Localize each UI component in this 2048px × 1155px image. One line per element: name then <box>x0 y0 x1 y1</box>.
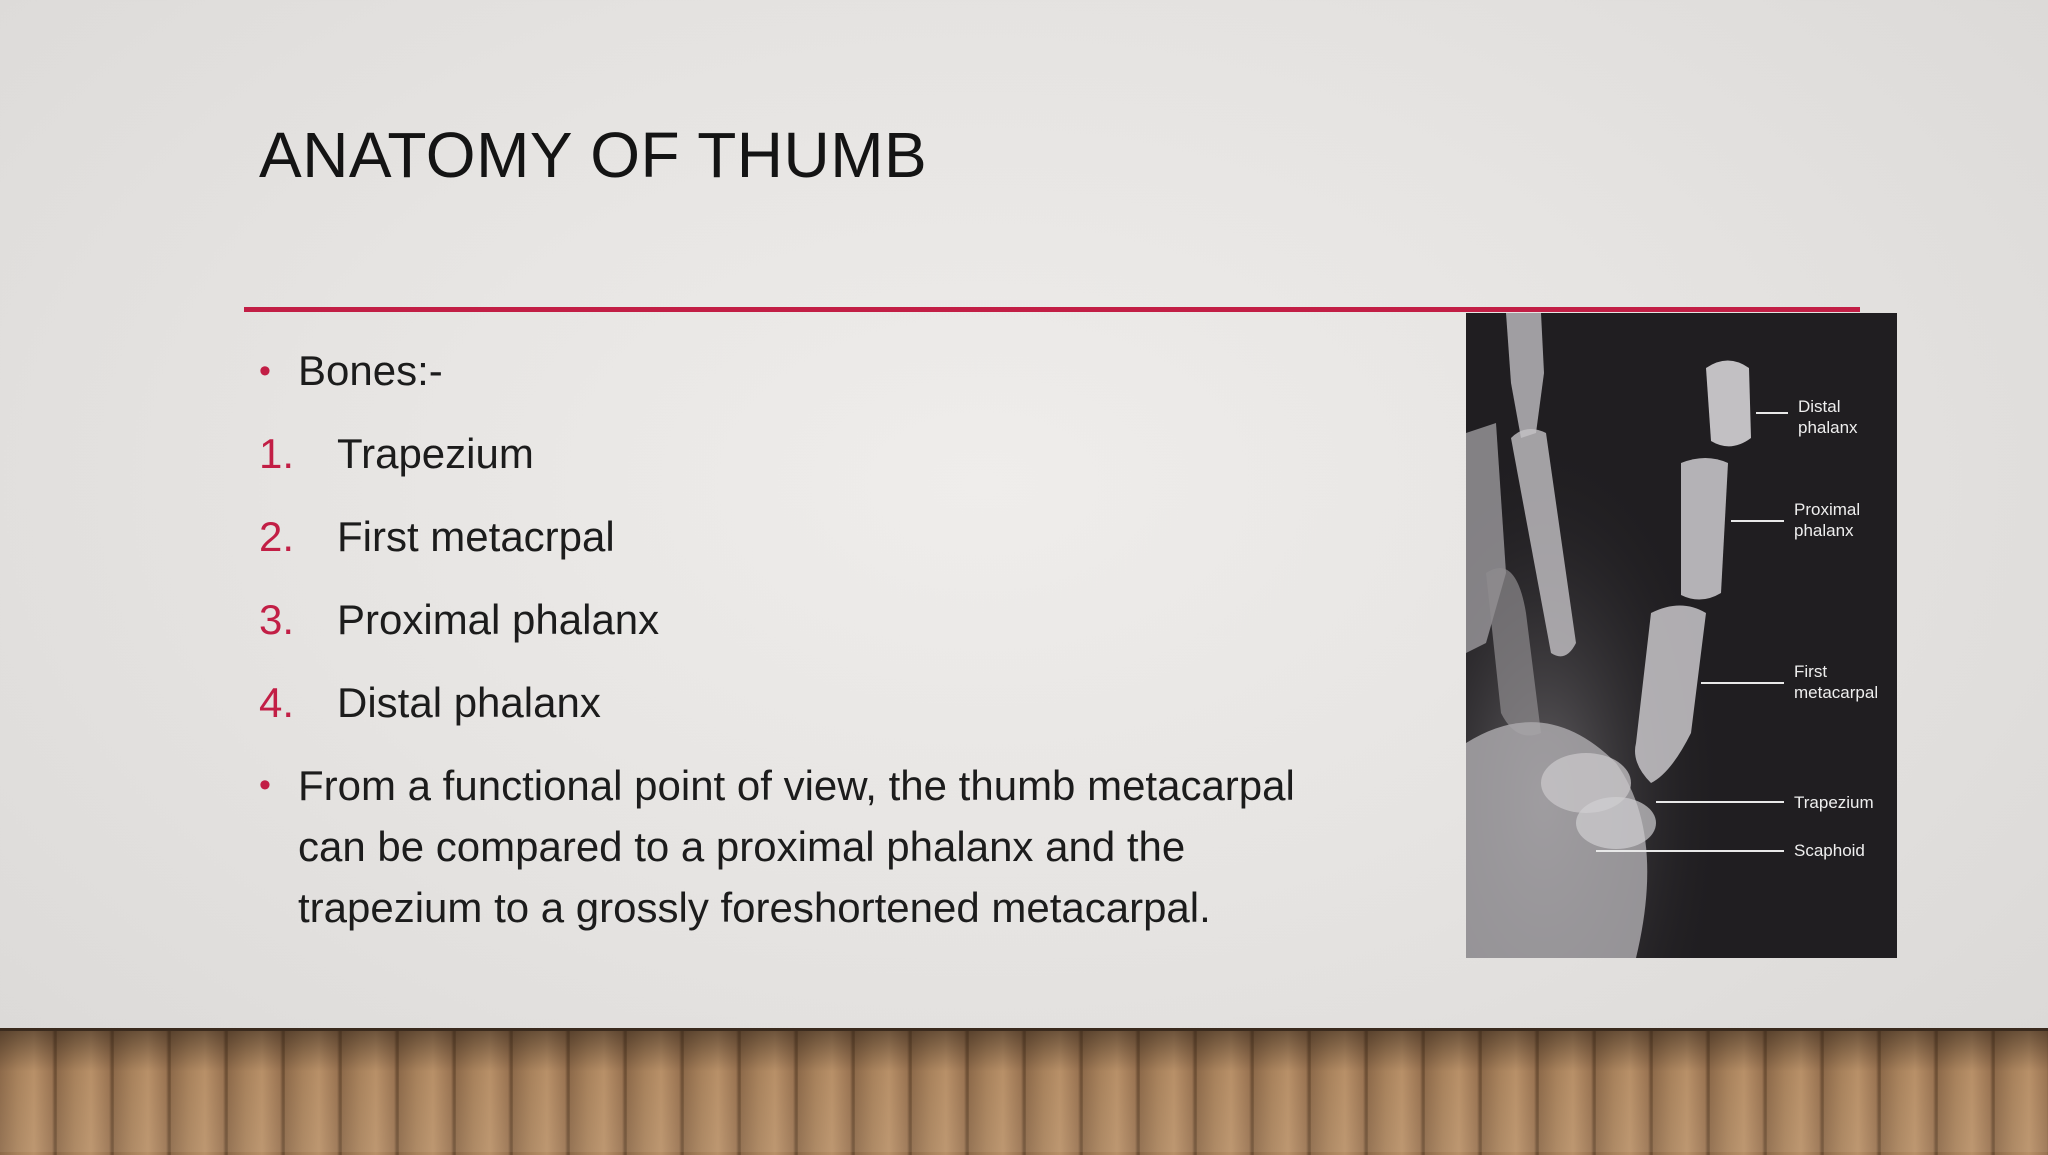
floor-shadow <box>0 1028 2048 1152</box>
slide-title: ANATOMY OF THUMB <box>259 119 928 191</box>
content-body <box>259 340 1379 938</box>
list-text: First metacrpal <box>337 513 615 560</box>
list-item <box>259 423 1379 485</box>
xray-label-first-metacarpal: First <box>1794 662 1828 681</box>
bullet-functional <box>259 755 1379 938</box>
list-item <box>259 672 1379 734</box>
list-item <box>259 506 1379 568</box>
paragraph-line: trapezium to a grossly foreshortened metacarpal. <box>298 884 1211 931</box>
thumb-xray-image <box>1466 313 1897 958</box>
list-text: Distal phalanx <box>337 679 601 726</box>
list-number: 4. <box>259 679 295 726</box>
xray-label-distal: Distal <box>1798 397 1841 416</box>
list-number: 3. <box>259 596 295 643</box>
title-divider <box>244 307 1860 312</box>
xray-label-proximal: Proximal <box>1794 500 1861 519</box>
xray-label-distal: phalanx <box>1798 418 1858 437</box>
list-number: 2. <box>259 513 295 560</box>
paragraph-line: can be compared to a proximal phalanx and the <box>298 823 1186 870</box>
xray-label-scaphoid: Scaphoid <box>1794 841 1865 860</box>
list-number: 1. <box>259 430 295 477</box>
xray-label-trapezium: Trapezium <box>1794 793 1874 812</box>
list-item <box>259 589 1379 651</box>
list-text: Proximal phalanx <box>337 596 660 643</box>
bullet-text: Bones:- <box>298 347 443 394</box>
paragraph-line: From a functional point of view, the thumb metacarpal <box>298 762 1295 809</box>
list-text: Trapezium <box>337 430 534 477</box>
xray-label-first-metacarpal: metacarpal <box>1794 683 1879 702</box>
bullet-icon: • <box>259 766 271 804</box>
bullet-bones <box>259 340 1379 402</box>
bullet-icon: • <box>259 352 271 390</box>
xray-label-proximal: phalanx <box>1794 521 1854 540</box>
